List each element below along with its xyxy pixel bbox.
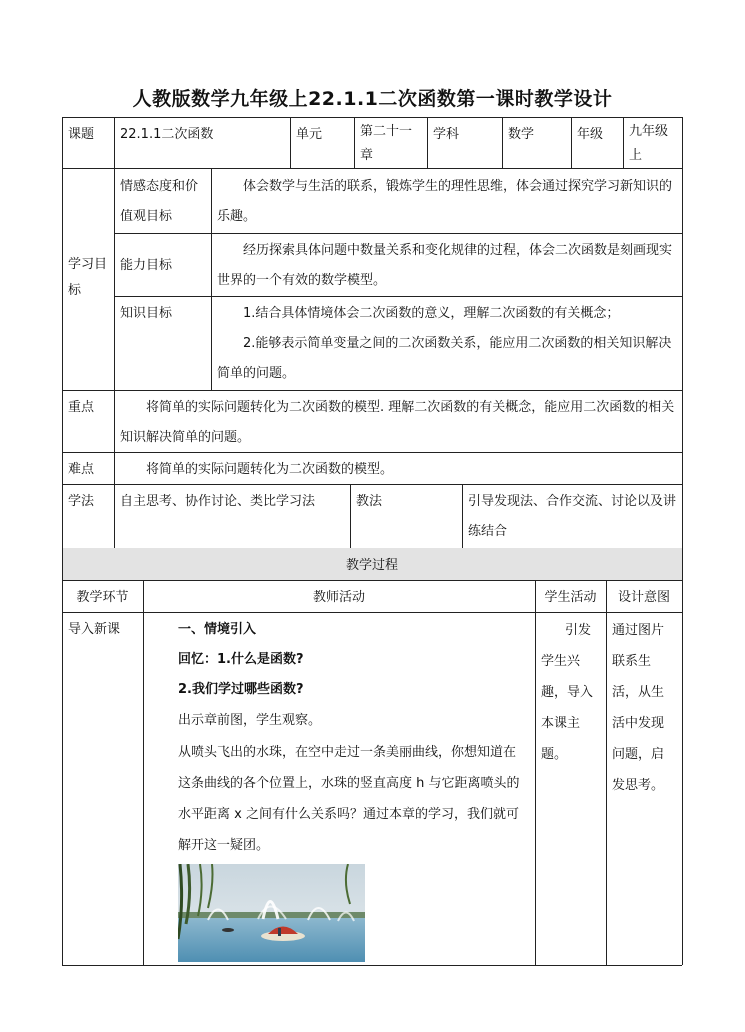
document-title: 人教版数学九年级上22.1.1二次函数第一课时教学设计	[132, 88, 613, 110]
teach-method-label: 教法	[356, 494, 383, 509]
key-points-label: 重点	[68, 400, 95, 415]
unit-value: 第二十一章	[360, 124, 413, 163]
col-header-stage: 教学环节	[76, 590, 129, 605]
col-header-teacher: 教师活动	[312, 590, 365, 605]
table-right-border	[682, 117, 683, 548]
grade-value: 九年级上	[629, 124, 669, 163]
grade-label: 年级	[577, 127, 604, 142]
difficulty-text: 将简单的实际问题转化为二次函数的模型。	[146, 462, 394, 477]
topic-label: 课题	[68, 127, 95, 142]
topic-value: 22.1.1二次函数	[120, 127, 214, 142]
table-right-border	[682, 548, 683, 965]
fountain-photo	[178, 864, 365, 962]
objective-name-knowledge: 知识目标	[120, 306, 173, 321]
recall-question-2: 2.我们学过哪些函数?	[178, 682, 304, 697]
key-points-text: 将简单的实际问题转化为二次函数的模型. 理解二次函数的有关概念，能应用二次函数的相关知识解决简单的问题。	[120, 400, 675, 445]
stage-name: 导入新课	[68, 622, 121, 637]
process-header: 教学过程	[345, 558, 398, 573]
table-bottom-border	[62, 965, 682, 966]
objective-name-ability: 能力目标	[120, 258, 173, 273]
unit-label: 单元	[296, 127, 323, 142]
col-header-student: 学生活动	[544, 590, 597, 605]
subject-value: 数学	[508, 127, 535, 142]
objectives-label: 学习目标	[68, 257, 108, 298]
intro-paragraph: 从喷头飞出的水珠，在空中走过一条美丽曲线，你想知道在这条曲线的各个位置上，水珠的竖直高度 h 与它距离喷头的水平距离 x 之间有什么关系吗？通过本章的学习，我们就可解开这一疑团。	[178, 745, 520, 853]
student-activity: 引发学生兴趣，导入本课主题。	[541, 623, 594, 762]
objective-text-affective: 体会数学与生活的联系，锻炼学生的理性思维，体会通过探究学习新知识的乐趣。	[217, 179, 673, 224]
section-title: 一、情境引入	[178, 622, 257, 637]
difficulty-label: 难点	[68, 462, 95, 477]
subject-label: 学科	[433, 127, 460, 142]
recall-question-1: 回忆：1.什么是函数?	[178, 652, 304, 667]
teach-method-value: 引导发现法、合作交流、讨论以及讲练结合	[468, 494, 677, 539]
objective-name-affective: 情感态度和价值观目标	[120, 179, 199, 224]
objective-text-ability: 经历探索具体问题中数量关系和变化规律的过程，体会二次函数是刻画现实世界的一个有效的数学模型。	[217, 243, 673, 288]
show-figure-text: 出示章前图，学生观察。	[178, 713, 322, 728]
study-method-value: 自主思考、协作讨论、类比学习法	[120, 494, 316, 509]
design-intent: 通过图片联系生活，从生活中发现问题，启发思考。	[612, 623, 665, 793]
objective-text-knowledge-2: 2.能够表示简单变量之间的二次函数关系，能应用二次函数的相关知识解决简单的问题。	[217, 336, 672, 381]
study-method-label: 学法	[68, 494, 95, 509]
objective-text-knowledge-1: 1.结合具体情境体会二次函数的意义，理解二次函数的有关概念；	[243, 306, 620, 321]
col-divider	[143, 580, 144, 965]
col-header-intent: 设计意图	[617, 590, 670, 605]
